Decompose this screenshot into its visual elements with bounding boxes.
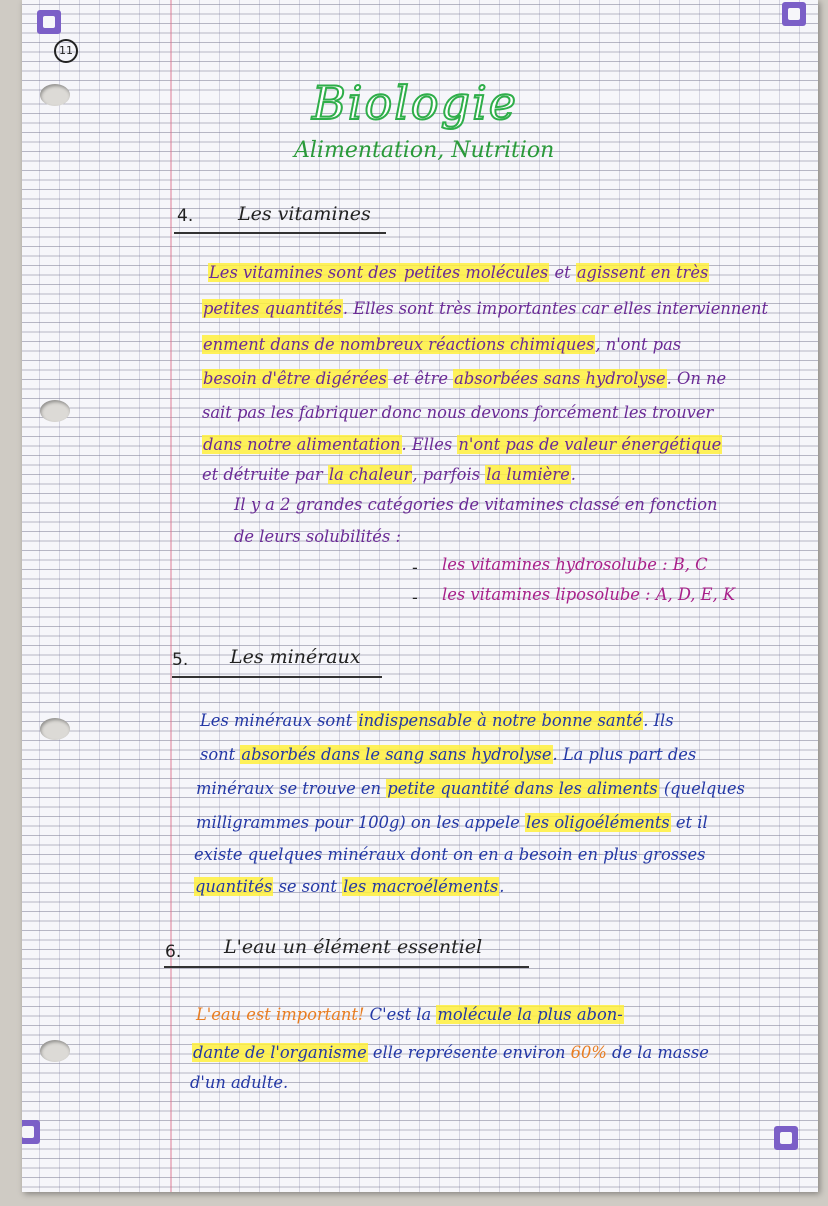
minerals-paragraph-line: existe quelques minéraux dont on en a besoin en plus grosses [194, 845, 706, 864]
water-paragraph-line: dante de l'organisme elle représente environ 60% de la masse [193, 1043, 709, 1062]
vitamins-paragraph-line: sait pas les fabriquer donc nous devons forcément les trouver [202, 403, 714, 422]
section-underline [164, 966, 529, 968]
vitamins-intro-line: de leurs solubilités : [234, 527, 401, 546]
page-title: Biologie [312, 76, 518, 130]
section-number: 6. [165, 942, 182, 962]
vitamins-paragraph-line: Les vitamines sont des petites molécules et agissent en très [209, 263, 709, 282]
binder-hole [40, 1040, 70, 1062]
section-title: Les vitamines [238, 203, 371, 225]
binder-hole [40, 718, 70, 740]
top-right-corner-marker [782, 2, 806, 26]
section-number: 5. [172, 650, 189, 670]
minerals-paragraph-line: minéraux se trouve en petite quantité dans les aliments (quelques [196, 779, 745, 798]
section-number: 4. [177, 206, 194, 226]
vitamins-intro-line: Il y a 2 grandes catégories de vitamines classé en fonction [234, 495, 718, 514]
minerals-paragraph-line: quantités se sont les macroéléments. [195, 877, 505, 896]
vitamins-paragraph-line: petites quantités. Elles sont très importantes car elles interviennent [203, 299, 768, 318]
list-bullet: - [412, 588, 418, 607]
water-paragraph-line: d'un adulte. [190, 1073, 289, 1092]
list-bullet: - [412, 558, 418, 577]
minerals-paragraph-line: sont absorbés dans le sang sans hydrolyse. La plus part des [200, 745, 697, 764]
minerals-paragraph-line: Les minéraux sont indispensable à notre bonne santé. Ils [200, 711, 674, 730]
water-paragraph-line: L'eau est important! C'est la molécule la plus abon- [196, 1005, 623, 1024]
section-underline [172, 676, 382, 678]
bottom-left-corner-marker [22, 1120, 40, 1144]
section-title: Les minéraux [230, 646, 361, 668]
section-title: L'eau un élément essentiel [224, 936, 483, 958]
margin-line [170, 0, 172, 1192]
top-left-corner-marker [37, 10, 61, 34]
vitamin-category-item: les vitamines hydrosolube : B, C [442, 555, 708, 574]
binder-hole [40, 84, 70, 106]
vitamins-paragraph-line: besoin d'être digérées et être absorbées sans hydrolyse. On ne [203, 369, 727, 388]
bottom-right-corner-marker [774, 1126, 798, 1150]
section-underline [174, 232, 386, 234]
vitamins-paragraph-line: enment dans de nombreux réactions chimiques, n'ont pas [203, 335, 682, 354]
vitamins-paragraph-line: et détruite par la chaleur, parfois la lumière. [202, 465, 576, 484]
notebook-page [22, 0, 818, 1192]
page-number: 11 [54, 39, 78, 63]
page-subtitle: Alimentation, Nutrition [294, 138, 555, 163]
minerals-paragraph-line: milligrammes pour 100g) on les appele les oligoéléments et il [196, 813, 708, 832]
vitamins-paragraph-line: dans notre alimentation. Elles n'ont pas de valeur énergétique [203, 435, 722, 454]
vitamin-category-item: les vitamines liposolube : A, D, E, K [442, 585, 736, 604]
binder-hole [40, 400, 70, 422]
